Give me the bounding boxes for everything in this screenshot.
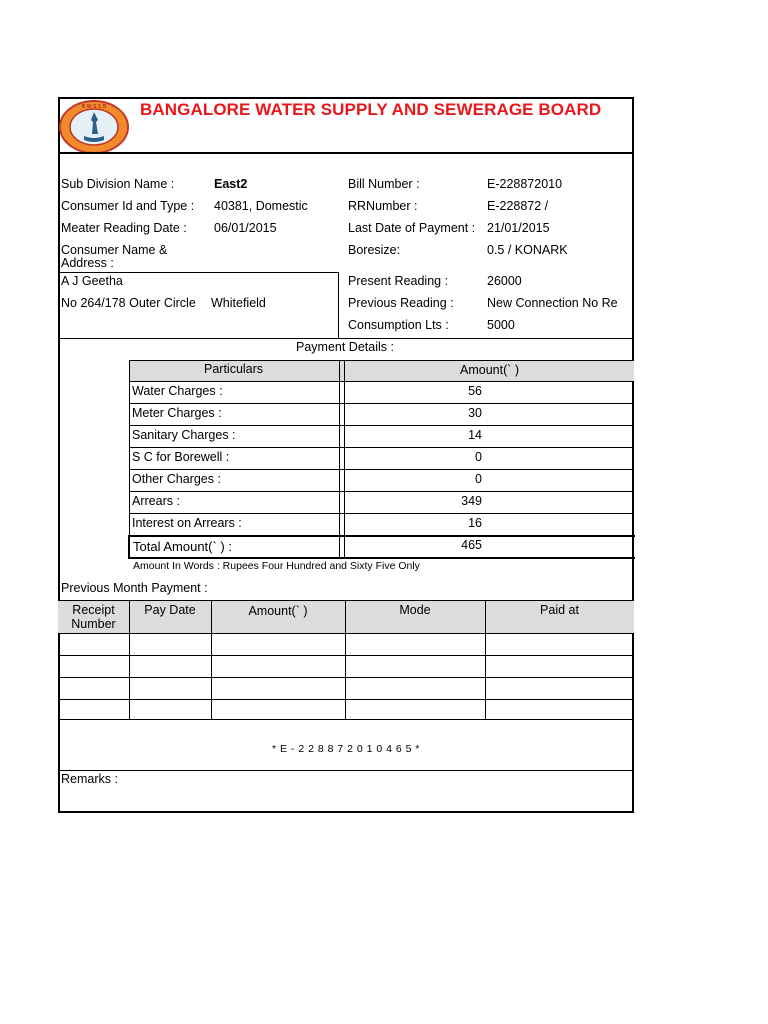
- address-box-right: [338, 272, 339, 338]
- pay-grid-vline: [339, 360, 340, 557]
- pay-grid-line: [129, 491, 634, 492]
- charge-label: Interest on Arrears :: [132, 516, 242, 530]
- charge-amount: 16: [468, 516, 482, 530]
- consumption-value: 5000: [487, 318, 515, 332]
- meter-date-label: Meater Reading Date :: [61, 221, 187, 235]
- address-box-top: [58, 272, 338, 273]
- rr-number-label: RRNumber :: [348, 199, 418, 213]
- last-date-value: 21/01/2015: [487, 221, 550, 235]
- meter-date-value: 06/01/2015: [214, 221, 277, 235]
- col-pay-date: Pay Date: [144, 603, 196, 617]
- pay-grid-line: [129, 425, 634, 426]
- remarks-label: Remarks :: [61, 772, 118, 786]
- boresize-label: Boresize:: [348, 243, 401, 257]
- total-row-top: [128, 535, 635, 537]
- prev-grid-line: [58, 719, 634, 720]
- charge-amount: 14: [468, 428, 482, 442]
- address-line: No 264/178 Outer Circle: [61, 296, 196, 310]
- charge-amount: 349: [461, 494, 482, 508]
- col-amount: Amount(` ): [460, 363, 520, 377]
- consumer-id-value: 40381, Domestic: [214, 199, 308, 213]
- col-receipt: Receipt: [72, 603, 115, 617]
- pay-grid-line: [129, 513, 634, 514]
- pay-grid-line: [129, 403, 634, 404]
- charge-label: Sanitary Charges :: [132, 428, 236, 442]
- board-title: BANGALORE WATER SUPPLY AND SEWERAGE BOARD: [140, 100, 602, 119]
- address-area: Whitefield: [211, 296, 266, 310]
- charge-label: Water Charges :: [132, 384, 223, 398]
- pay-grid-line: [129, 469, 634, 470]
- bill-number-value: E-228872010: [487, 177, 563, 191]
- sub-division-value: East2: [214, 177, 248, 191]
- col-receipt-line2: Number: [71, 617, 116, 631]
- charge-label: S C for Borewell :: [132, 450, 230, 464]
- consumer-name-label: Consumer Name &: [61, 243, 168, 257]
- pay-grid-vline: [129, 360, 130, 535]
- consumption-label: Consumption Lts :: [348, 318, 449, 332]
- total-value: 465: [461, 538, 482, 552]
- pay-grid-line: [129, 360, 634, 361]
- bill-number-label: Bill Number :: [348, 177, 420, 191]
- col-particulars: Particulars: [204, 362, 264, 376]
- consumer-id-label: Consumer Id and Type :: [61, 199, 195, 213]
- barcode-text: * E - 2 2 8 8 7 2 0 1 0 4 6 5 *: [271, 743, 420, 755]
- col-mode: Mode: [399, 603, 431, 617]
- rr-number-value: E-228872 /: [487, 199, 549, 213]
- prev-grid-vline: [211, 600, 212, 719]
- remarks-divider: [58, 770, 634, 771]
- prev-grid-vline: [129, 600, 130, 719]
- charge-amount: 0: [475, 450, 482, 464]
- prev-grid-line: [58, 600, 634, 601]
- previous-heading: Previous Month Payment :: [61, 581, 208, 595]
- col-paid-at: Paid at: [540, 603, 579, 617]
- svg-text:B W S S B: B W S S B: [81, 104, 107, 110]
- prev-grid-vline: [345, 600, 346, 719]
- prev-grid-line: [58, 677, 634, 678]
- present-reading-value: 26000: [487, 274, 522, 288]
- col-prev-amount: Amount(` ): [248, 604, 308, 618]
- total-label: Total Amount(` ) :: [133, 539, 232, 554]
- boresize-value: 0.5 / KONARK: [487, 243, 568, 257]
- previous-reading-value: New Connection No Re: [487, 296, 618, 310]
- header-divider: [58, 152, 634, 154]
- prev-grid-line: [58, 699, 634, 700]
- amount-in-words: Amount In Words : Rupees Four Hundred and Sixty Five Only: [133, 560, 420, 572]
- charge-amount: 30: [468, 406, 482, 420]
- previous-reading-label: Previous Reading :: [348, 296, 454, 310]
- prev-grid-line: [58, 655, 634, 656]
- pay-grid-line: [129, 381, 634, 382]
- total-row-left: [128, 535, 130, 558]
- payment-heading: Payment Details :: [296, 340, 394, 354]
- consumer-name: A J Geetha: [61, 274, 123, 288]
- address-label: Address :: [61, 256, 114, 270]
- prev-grid-vline: [485, 600, 486, 719]
- bwssb-seal-logo: [58, 100, 132, 156]
- prev-grid-line: [58, 633, 634, 634]
- pay-grid-vline: [344, 360, 345, 557]
- charge-amount: 0: [475, 472, 482, 486]
- sub-division-label: Sub Division Name :: [61, 177, 175, 191]
- present-reading-label: Present Reading :: [348, 274, 449, 288]
- charge-label: Meter Charges :: [132, 406, 222, 420]
- last-date-label: Last Date of Payment :: [348, 221, 476, 235]
- info-divider: [58, 338, 634, 339]
- charge-label: Arrears :: [132, 494, 180, 508]
- charge-amount: 56: [468, 384, 482, 398]
- pay-grid-line: [129, 447, 634, 448]
- charge-label: Other Charges :: [132, 472, 221, 486]
